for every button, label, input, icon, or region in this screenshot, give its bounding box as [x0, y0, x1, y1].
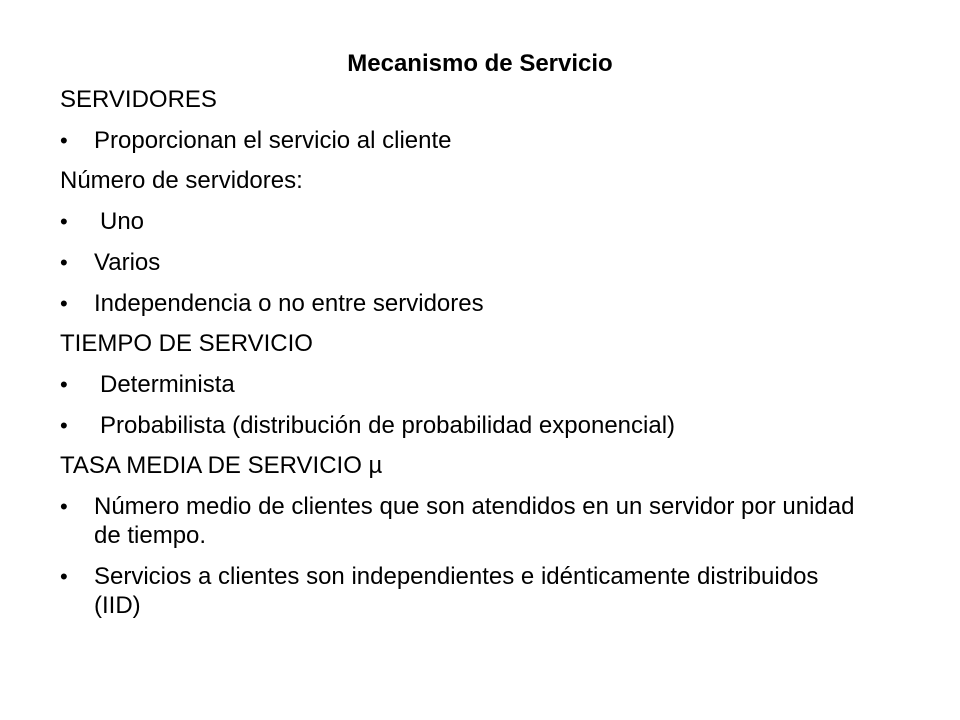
bullet-text: Uno [100, 208, 145, 235]
heading-tasa-media: TASA MEDIA DE SERVICIO µ [60, 452, 383, 479]
bullet-probabilista [60, 407, 860, 444]
bullet-numero-medio [60, 488, 860, 554]
heading-numero-servidores: Número de servidores: [60, 167, 303, 194]
bullet-proporcionan [60, 122, 860, 159]
heading-tiempo-servicio: TIEMPO DE SERVICIO [60, 330, 313, 357]
bullet-text: Determinista [100, 371, 235, 398]
bullet-text: Servicios a clientes son independientes e idénticamente distribuidos (IID) [94, 563, 819, 619]
bullet-dot: • [60, 413, 68, 438]
bullet-varios [60, 244, 860, 281]
bullet-text: Probabilista (distribución de probabilidad exponencial) [100, 412, 676, 439]
bullet-dot: • [60, 494, 68, 519]
heading-servidores: SERVIDORES [60, 86, 217, 113]
bullet-uno [60, 203, 860, 240]
bullet-dot: • [60, 128, 68, 153]
bullet-dot: • [60, 372, 68, 397]
bullet-text: Número medio de clientes que son atendidos en un servidor por unidad de tiempo. [94, 493, 855, 549]
bullet-determinista [60, 366, 860, 403]
bullet-servicios-iid [60, 558, 860, 624]
bullet-dot: • [60, 564, 68, 589]
slide-title: Mecanismo de Servicio [347, 50, 613, 77]
bullet-text: Varios [94, 249, 161, 276]
bullet-dot: • [60, 250, 68, 275]
bullet-dot: • [60, 209, 68, 234]
bullet-text: Proporcionan el servicio al cliente [94, 127, 452, 154]
slide-content [60, 82, 860, 624]
bullet-dot: • [60, 291, 68, 316]
bullet-independencia [60, 285, 860, 322]
bullet-text: Independencia o no entre servidores [94, 290, 484, 317]
